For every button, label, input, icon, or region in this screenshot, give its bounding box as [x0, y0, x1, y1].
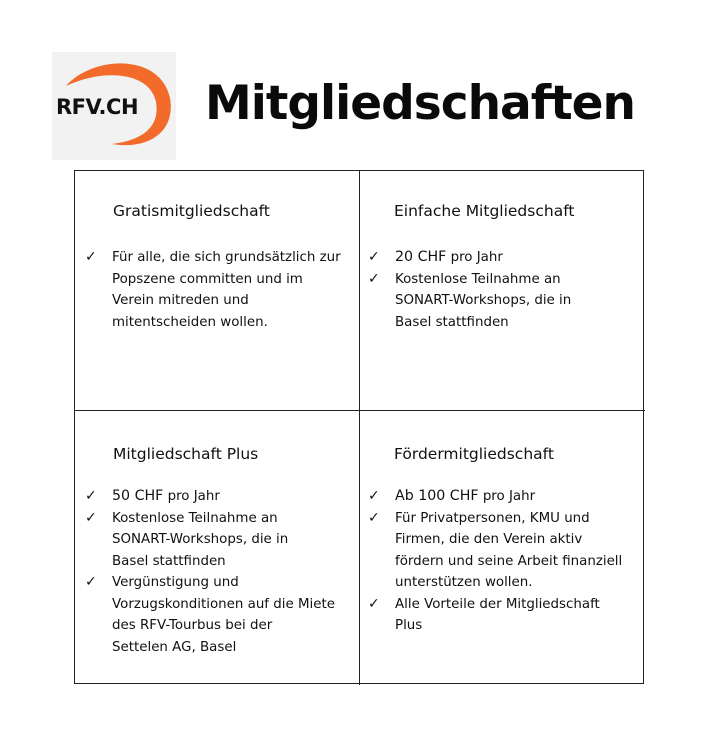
price-unit: pro Jahr [450, 250, 503, 265]
check-icon: ✓ [368, 595, 380, 612]
benefit-list [85, 247, 353, 333]
check-icon: ✓ [368, 509, 380, 526]
check-icon: ✓ [85, 574, 97, 590]
check-icon: ✓ [368, 249, 380, 265]
benefit-list [368, 486, 640, 637]
page-title: Mitgliedschaften [205, 76, 635, 131]
membership-card-gratis [75, 171, 360, 411]
benefit-item: ✓ Für alle, die sich grundsätzlich zur Popszene committen und im Verein mitreden und mitentscheiden wollen. [85, 249, 341, 330]
membership-title: Einfache Mitgliedschaft [394, 202, 575, 220]
membership-grid [74, 170, 644, 684]
membership-card-foerder [360, 411, 645, 685]
membership-title: Fördermitgliedschaft [394, 445, 554, 463]
price-item [368, 486, 640, 508]
price-unit: pro Jahr [167, 489, 220, 504]
membership-card-plus [75, 411, 360, 685]
price-unit: pro Jahr [482, 489, 536, 504]
check-icon: ✓ [85, 509, 97, 526]
benefit-item: ✓ Kostenlose Teilnahme an SONART-Workshops, die in Basel stattfinden [85, 509, 289, 569]
membership-title: Mitgliedschaft Plus [113, 445, 259, 463]
logo-text: RFV.CH [56, 95, 139, 119]
price-amount: Ab 100 CHF [395, 488, 479, 504]
price-item [85, 486, 353, 508]
benefit-item: ✓ Kostenlose Teilnahme an SONART-Workshops, die in Basel stattfinden [368, 270, 572, 330]
benefit-item: ✓ Vergünstigung und Vorzugskonditionen auf die Miete des RFV-Tourbus bei der Settelen AG, Basel [85, 574, 335, 655]
price-item [368, 247, 640, 269]
check-icon: ✓ [85, 249, 97, 265]
benefit-item: ✓ Für Privatpersonen, KMU und Firmen, die den Verein aktiv fördern und seine Arbeit finanziell unterstützen wollen. [368, 509, 623, 590]
check-icon: ✓ [368, 488, 380, 504]
benefit-list [85, 486, 353, 658]
benefit-list [368, 247, 640, 333]
price-amount: 50 CHF [112, 488, 164, 504]
membership-card-einfach [360, 171, 645, 411]
check-icon: ✓ [368, 270, 380, 287]
price-amount: 20 CHF [395, 249, 447, 265]
membership-title: Gratismitgliedschaft [113, 202, 270, 220]
rfv-logo [52, 52, 176, 160]
check-icon: ✓ [85, 488, 97, 504]
benefit-item: ✓ Alle Vorteile der Mitgliedschaft Plus [368, 595, 600, 633]
